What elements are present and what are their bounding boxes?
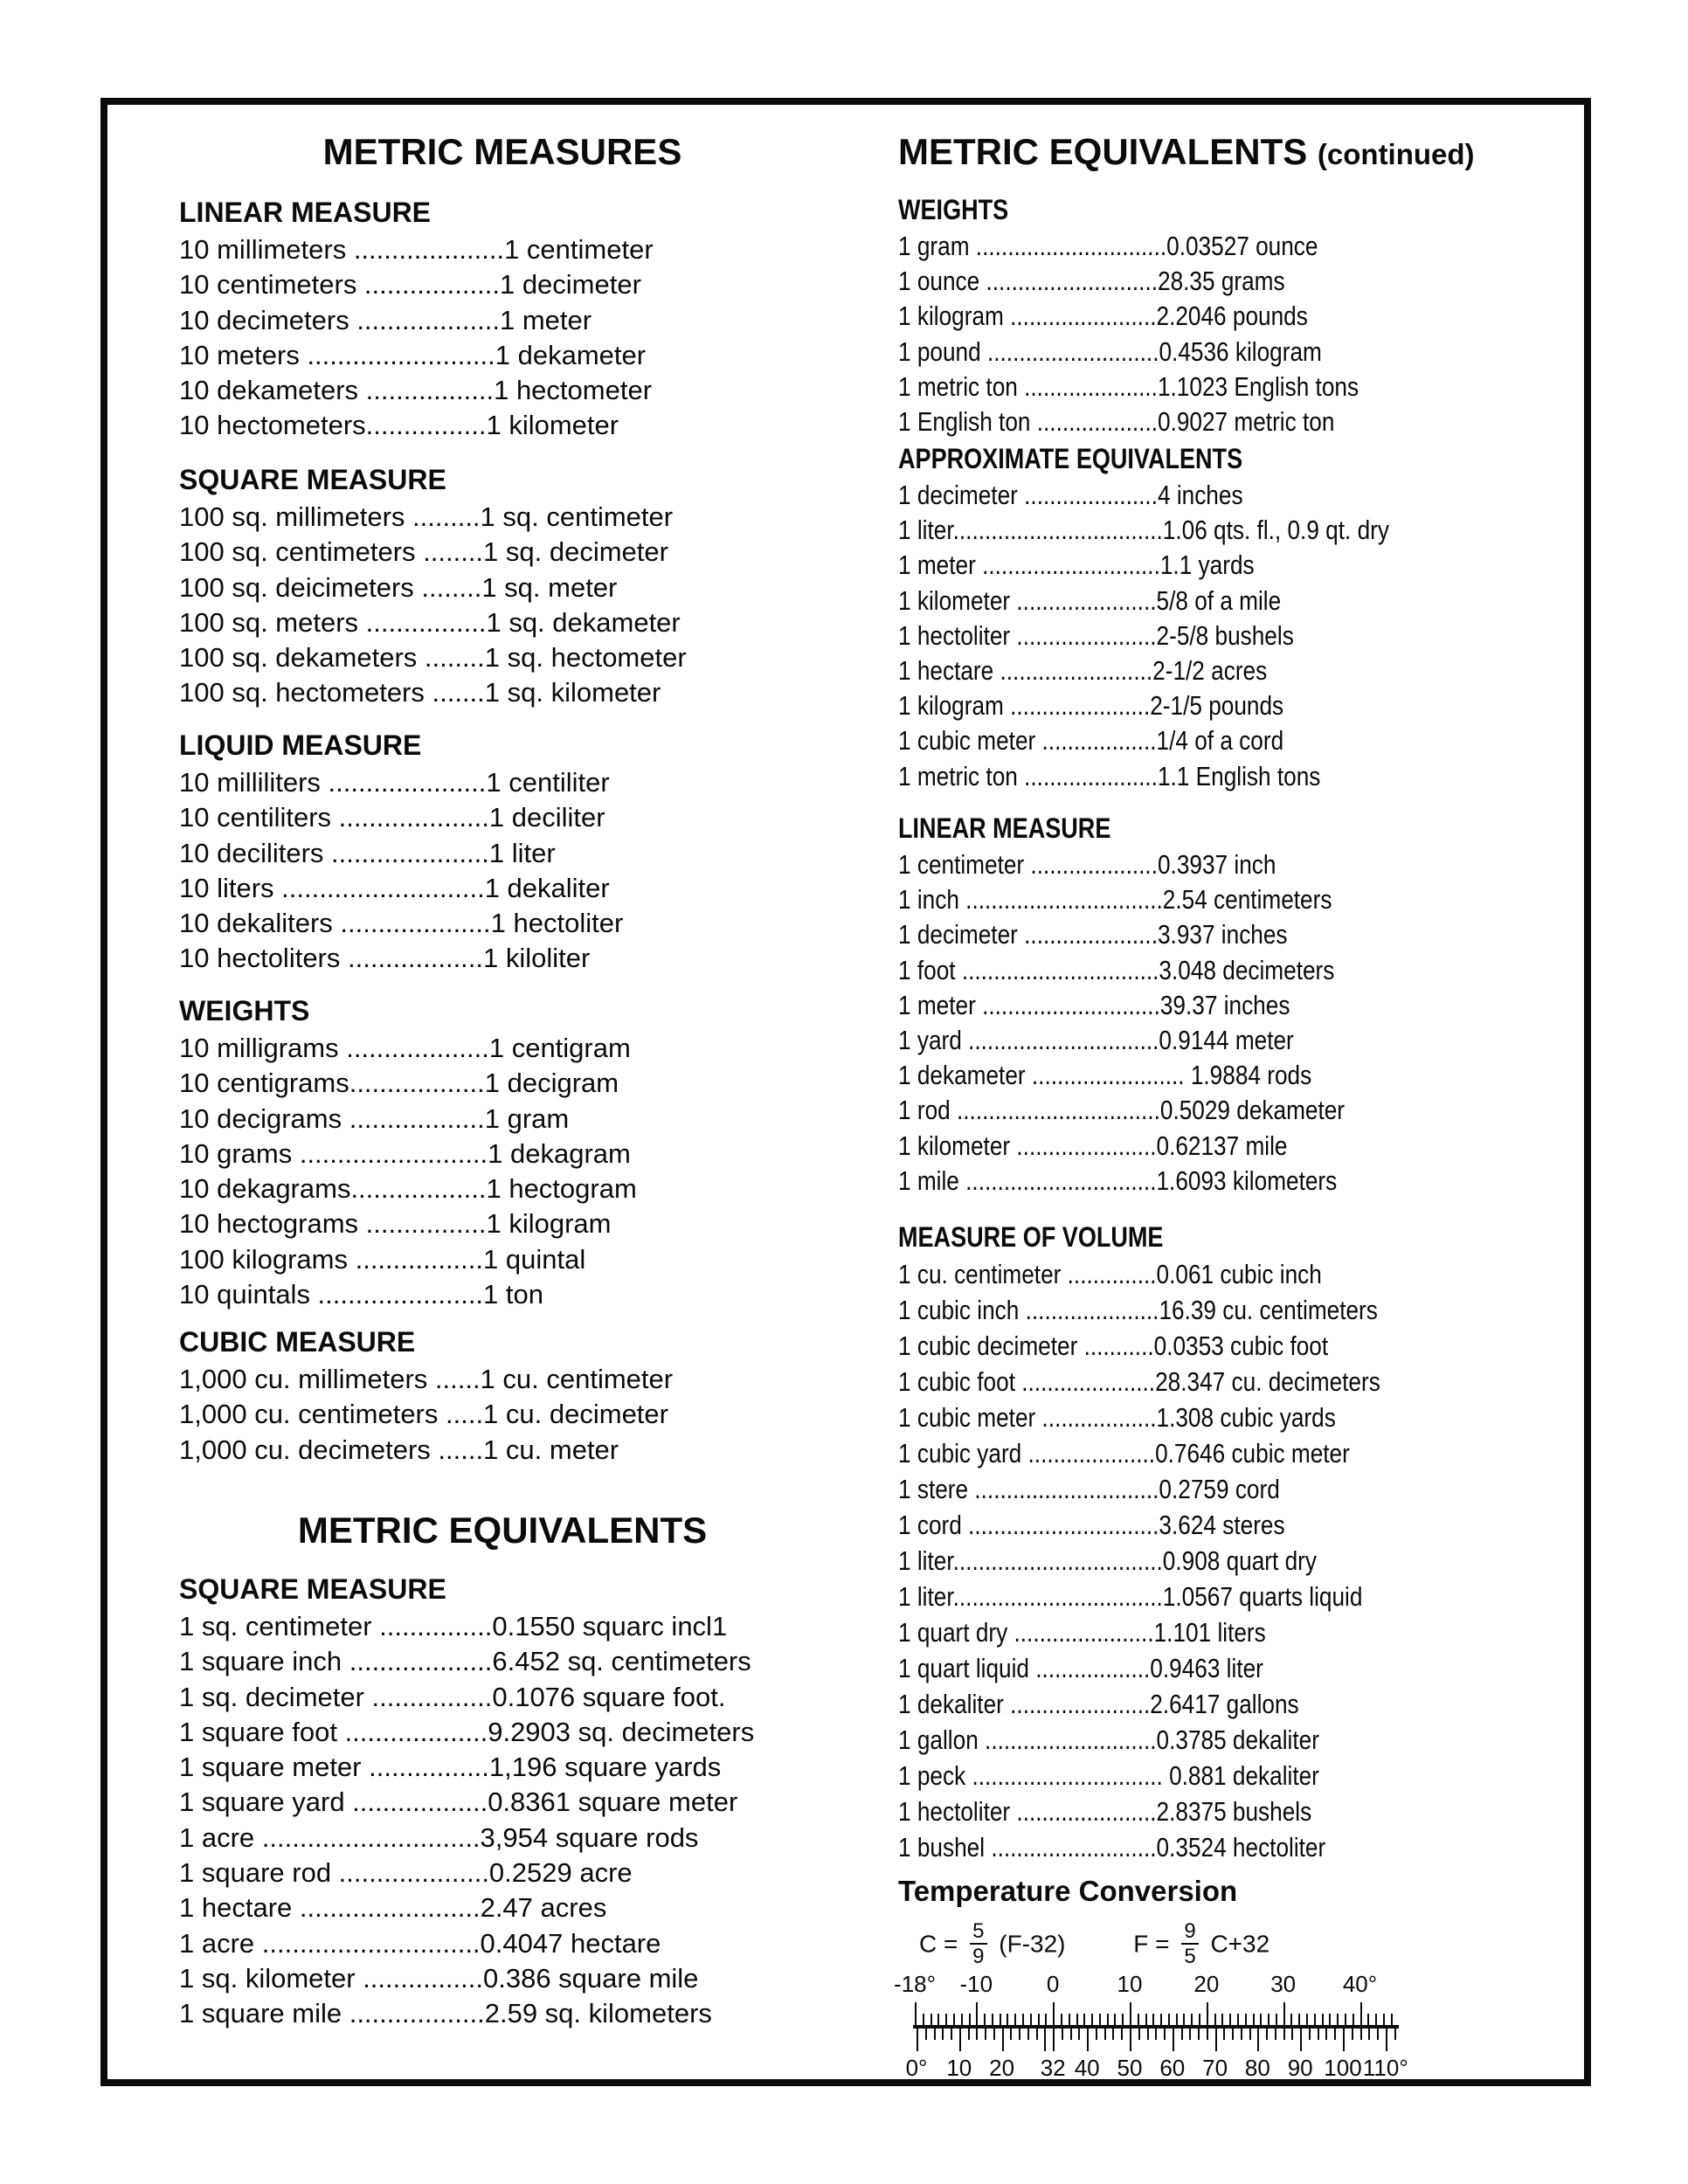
tick-minor — [1083, 2014, 1085, 2025]
tick-minor — [1183, 2014, 1185, 2025]
measure-line: 1 hectare ........................2.47 acres — [179, 1892, 607, 1924]
measure-line: 10 decigrams ..................1 gram — [179, 1102, 570, 1134]
celsius-label: 10 — [1117, 1971, 1143, 1997]
tick-minor — [961, 2014, 963, 2025]
celsius-formula — [919, 1919, 1066, 1969]
tick-minor — [1345, 2014, 1346, 2025]
section-heading: SQUARE MEASURE — [179, 1573, 446, 1605]
fahrenheit-formula — [1133, 1919, 1270, 1969]
fahrenheit-label: 110° — [1362, 2055, 1408, 2081]
measure-lines — [179, 1031, 637, 1312]
measure-line: 10 decimeters ...................1 meter — [179, 304, 592, 335]
measure-line: 1 gram ..............................0.03527 ounce — [898, 231, 1318, 261]
fahrenheit-label: 0° — [905, 2055, 928, 2081]
measure-line: 100 sq. hectometers .......1 sq. kilometer — [179, 677, 661, 708]
measure-line: 10 millimeters ....................1 centimeter — [179, 234, 654, 265]
measure-line: 10 deciliters .....................1 liter — [179, 837, 556, 868]
measure-lines — [179, 765, 623, 977]
tick-minor — [1229, 2014, 1231, 2025]
measure-line: 10 hectometers................1 kilometer — [179, 410, 619, 441]
section-heading: CUBIC MEASURE — [179, 1326, 416, 1358]
fahrenheit-label: 70 — [1202, 2055, 1228, 2081]
measure-line: 1 liter.................................1.06 qts. fl., 0.9 qt. dry — [898, 515, 1389, 546]
measure-line: 100 kilograms .................1 quintal — [179, 1243, 586, 1275]
tick-major — [1386, 2028, 1387, 2051]
tick-minor — [976, 2028, 978, 2040]
tick-minor — [1104, 2028, 1106, 2040]
fahrenheit-label: 50 — [1117, 2055, 1143, 2081]
tick-minor — [953, 2014, 955, 2025]
tick-minor — [1147, 2028, 1149, 2040]
tick-minor — [1391, 2014, 1393, 2025]
tick-minor — [1368, 2028, 1370, 2040]
tick-minor — [1337, 2014, 1339, 2025]
tick-minor — [1207, 2028, 1208, 2040]
measure-line: 1 inch ...............................2.54 centimeters — [898, 884, 1332, 916]
measure-line: 1 decimeter .....................4 inches — [898, 480, 1243, 510]
tick-minor — [993, 2028, 995, 2040]
right-title-text: METRIC EQUIVALENTS — [898, 131, 1308, 172]
section-approximate-equivalents — [898, 439, 1479, 794]
fahrenheit-label: 20 — [989, 2055, 1015, 2081]
tick-minor — [937, 2014, 939, 2025]
measure-line: 1 acre .............................3,954 square rods — [179, 1821, 699, 1853]
tick-major — [1257, 2028, 1259, 2051]
tick-minor — [1138, 2028, 1140, 2040]
measure-line: 1 hectare ........................2-1/2 acres — [898, 655, 1268, 687]
measure-lines — [898, 478, 1389, 794]
measure-line: 1 pound ...........................0.4536 kilogram — [898, 335, 1322, 367]
measure-line: 1,000 cu. millimeters ......1 cu. centimeter — [179, 1364, 674, 1394]
measure-line: 10 hectograms ................1 kilogram — [179, 1208, 612, 1240]
measure-line: 10 quintals ......................1 ton — [179, 1279, 543, 1310]
fahrenheit-label: 40 — [1074, 2055, 1100, 2081]
measure-lines — [898, 1256, 1380, 1865]
measure-line: 1 kilometer ......................5/8 of a mile — [898, 584, 1282, 616]
tick-minor — [1078, 2028, 1080, 2040]
measure-line: 1 cubic inch .....................16.39 cu. centimeters — [898, 1295, 1378, 1325]
tick-minor — [1027, 2028, 1029, 2040]
measure-line: 1 yard ..............................0.9144 meter — [898, 1025, 1294, 1056]
tick-minor — [1266, 2028, 1268, 2040]
tick-minor — [1091, 2014, 1093, 2025]
measure-line: 1 square rod ....................0.2529 acre — [179, 1857, 633, 1889]
measure-lines — [179, 1362, 673, 1468]
tick-minor — [1112, 2028, 1114, 2040]
measure-line: 100 sq. millimeters .........1 sq. centimeter — [179, 501, 674, 532]
measure-line: 1 hectoliter ......................2-5/8 bushels — [898, 619, 1294, 651]
formula-lhs: C = — [919, 1930, 958, 1958]
tick-major — [959, 2028, 961, 2051]
section-heading: LIQUID MEASURE — [179, 729, 422, 761]
tick-minor — [1152, 2014, 1154, 2025]
fraction-numerator: 5 — [970, 1920, 986, 1945]
tick-minor — [1290, 2014, 1292, 2025]
section-heading: LINEAR MEASURE — [898, 812, 1111, 844]
tick-minor — [1014, 2014, 1016, 2025]
tick-minor — [934, 2028, 936, 2040]
tick-minor — [1155, 2028, 1157, 2040]
formula-lhs: F = — [1133, 1930, 1170, 1958]
tick-minor — [1062, 2028, 1063, 2040]
measure-line: 10 dekaliters ....................1 hectoliter — [179, 908, 624, 939]
measure-line: 1 liter.................................0.908 quart dry — [898, 1545, 1317, 1576]
measure-line: 1 peck .............................. 0.881 dekaliter — [898, 1760, 1319, 1791]
tick-minor — [1298, 2014, 1300, 2025]
formula-rhs: (F-32) — [999, 1930, 1066, 1958]
tick-major — [1207, 2002, 1208, 2025]
tick-minor — [1107, 2014, 1109, 2025]
measure-line: 10 centiliters ....................1 deciliter — [179, 802, 605, 833]
tick-minor — [930, 2014, 932, 2025]
measure-line: 1 liter.................................1.0567 quarts liquid — [898, 1581, 1363, 1612]
measure-line: 1 cubic decimeter ...........0.0353 cubic foot — [898, 1330, 1329, 1361]
measure-line: 1 kilogram .......................2.2046 pounds — [898, 301, 1308, 332]
measure-line: 10 grams .........................1 dekagram — [179, 1137, 631, 1169]
tick-minor — [1223, 2028, 1225, 2040]
tick-minor — [1360, 2028, 1362, 2040]
fraction-denominator: 9 — [972, 1945, 985, 1969]
tick-minor — [1099, 2014, 1101, 2025]
tick-major — [1360, 2002, 1362, 2025]
measure-line: 1 cubic yard ....................0.7646 cubic meter — [898, 1438, 1350, 1469]
tick-minor — [1377, 2028, 1379, 2040]
fahrenheit-label: 90 — [1287, 2055, 1313, 2081]
tick-major — [1300, 2028, 1302, 2051]
tick-major — [1173, 2028, 1174, 2051]
tick-major — [976, 2002, 978, 2025]
section-square-measure-equivalents — [179, 1569, 754, 2032]
celsius-label: 0 — [1046, 1971, 1060, 1997]
measure-line: 1 decimeter .....................3.937 inches — [898, 919, 1288, 950]
tick-minor — [1237, 2014, 1239, 2025]
section-heading: LINEAR MEASURE — [179, 197, 432, 228]
section-heading: SQUARE MEASURE — [179, 464, 446, 495]
measure-lines — [898, 847, 1345, 1199]
tick-minor — [1036, 2028, 1038, 2040]
tick-minor — [1061, 2014, 1062, 2025]
measure-line: 10 milligrams ...................1 centigram — [179, 1033, 631, 1063]
measure-line: 1 cubic foot .....................28.347 cu. decimeters — [898, 1366, 1380, 1397]
tick-minor — [1160, 2014, 1162, 2025]
measure-line: 1 acre .............................0.4047 hectare — [179, 1927, 661, 1959]
fahrenheit-label: 60 — [1159, 2055, 1186, 2081]
tick-minor — [1069, 2014, 1070, 2025]
measure-line: 1 stere .............................0.2759 cord — [898, 1474, 1280, 1504]
tick-minor — [1276, 2014, 1277, 2025]
measure-line: 1 gallon ...........................0.3785 dekaliter — [898, 1724, 1319, 1755]
tick-minor — [945, 2014, 947, 2025]
measure-line: 1 metric ton .....................1.1 English tons — [898, 760, 1321, 791]
measure-line: 1 hectoliter ......................2.8375 bushels — [898, 1796, 1312, 1827]
measure-line: 10 centigrams..................1 decigram — [179, 1068, 619, 1099]
measure-line: 1,000 cu. decimeters ......1 cu. meter — [179, 1434, 619, 1465]
tick-minor — [1253, 2014, 1255, 2025]
measure-line: 1 square inch ...................6.452 sq. centimeters — [179, 1646, 751, 1677]
measure-line: 10 dekagrams..................1 hectogram — [179, 1173, 637, 1205]
tick-major — [1283, 2002, 1285, 2025]
tick-major — [915, 2002, 917, 2025]
tick-minor — [1122, 2014, 1124, 2025]
tick-minor — [1375, 2014, 1377, 2025]
measure-line: 1,000 cu. centimeters .....1 cu. decimeter — [179, 1399, 668, 1430]
measure-line: 1 kilometer ......................0.62137 mile — [898, 1130, 1288, 1161]
tick-minor — [1138, 2014, 1139, 2025]
measure-line: 100 sq. dekameters ........1 sq. hectometer — [179, 642, 687, 674]
measure-line: 1 foot ...............................3.048 decimeters — [898, 954, 1335, 985]
measure-lines — [179, 500, 687, 711]
tick-minor — [1367, 2014, 1369, 2025]
measure-line: 100 sq. meters ................1 sq. dekameter — [179, 606, 681, 638]
measure-line: 1 meter ............................39.37 inches — [898, 989, 1290, 1020]
measure-line: 1 cubic meter ..................1.308 cubic yards — [898, 1402, 1336, 1433]
measure-line: 10 centimeters ..................1 decimeter — [179, 269, 641, 301]
formula-rhs: C+32 — [1210, 1930, 1270, 1958]
measure-lines — [179, 232, 654, 444]
tick-minor — [1318, 2028, 1319, 2040]
tick-minor — [1249, 2028, 1251, 2040]
section-liquid-measure — [179, 725, 623, 977]
tick-minor — [1322, 2014, 1324, 2025]
tick-minor — [1114, 2014, 1116, 2025]
measure-line: 1 square mile ..................2.59 sq. kilometers — [179, 1998, 712, 2029]
measure-line: 1 quart dry ......................1.101 liters — [898, 1617, 1266, 1648]
measure-line: 1 cord ..............................3.624 steres — [898, 1510, 1285, 1540]
temperature-scale-ruler — [894, 1971, 1420, 2081]
tick-minor — [951, 2028, 952, 2040]
measure-line: 1 cubic meter ..................1/4 of a cord — [898, 725, 1284, 757]
celsius-label: 20 — [1193, 1971, 1220, 1997]
section-heading: WEIGHTS — [179, 995, 310, 1026]
tick-minor — [923, 2014, 924, 2025]
tick-minor — [1045, 2014, 1047, 2025]
fraction-numerator: 9 — [1181, 1920, 1198, 1945]
tick-minor — [942, 2028, 944, 2040]
temperature-formulas — [919, 1919, 1331, 1969]
section-linear-measure — [179, 192, 654, 444]
tick-minor — [1309, 2028, 1311, 2040]
tick-major — [1215, 2028, 1217, 2051]
right-column-title — [898, 131, 1475, 173]
tick-minor — [1145, 2014, 1147, 2025]
tick-minor — [1241, 2028, 1242, 2040]
tick-minor — [1383, 2014, 1385, 2025]
tick-minor — [1000, 2014, 1001, 2025]
section-linear-measure-equivalents — [898, 809, 1427, 1199]
tick-minor — [1007, 2014, 1008, 2025]
section-heading: APPROXIMATE EQUIVALENTS — [898, 443, 1243, 474]
tick-major — [1087, 2028, 1089, 2051]
tick-minor — [1245, 2014, 1247, 2025]
section-weights-equivalents — [898, 190, 1443, 439]
celsius-label: 30 — [1270, 1971, 1297, 1997]
tick-minor — [1306, 2014, 1308, 2025]
measure-line: 1 quart liquid ..................0.9463 liter — [898, 1653, 1263, 1683]
measure-lines — [898, 229, 1359, 439]
measure-line: 1 sq. kilometer ................0.386 square mile — [179, 1962, 699, 1994]
tick-minor — [1352, 2014, 1354, 2025]
measure-line: 1 square yard ..................0.8361 square meter — [179, 1787, 738, 1818]
tick-minor — [1214, 2014, 1216, 2025]
celsius-label: 40° — [1342, 1971, 1378, 1997]
tick-minor — [1260, 2014, 1262, 2025]
tick-minor — [1076, 2014, 1078, 2025]
tick-major — [1053, 2002, 1055, 2025]
tick-minor — [1325, 2028, 1327, 2040]
tick-minor — [984, 2014, 986, 2025]
tick-minor — [1334, 2028, 1336, 2040]
tick-minor — [969, 2014, 971, 2025]
tick-minor — [1199, 2014, 1200, 2025]
tick-major — [1044, 2028, 1046, 2051]
tick-minor — [1022, 2014, 1024, 2025]
tick-minor — [1176, 2014, 1178, 2025]
section-heading: MEASURE OF VOLUME — [898, 1221, 1164, 1253]
measure-line: 1 dekaliter ......................2.6417 gallons — [898, 1689, 1299, 1719]
tick-major — [1130, 2002, 1131, 2025]
tick-minor — [1181, 2028, 1183, 2040]
measure-line: 1 sq. decimeter ................0.1076 square foot. — [179, 1681, 726, 1712]
section-weights — [179, 991, 637, 1312]
measure-line: 10 liters ...........................1 dekaliter — [179, 872, 610, 903]
measure-line: 10 meters .........................1 dekameter — [179, 339, 647, 370]
measure-line: 100 sq. deicimeters ........1 sq. meter — [179, 571, 618, 603]
tick-minor — [1329, 2014, 1331, 2025]
tick-minor — [1168, 2014, 1170, 2025]
tick-minor — [1232, 2028, 1234, 2040]
fraction — [1181, 1920, 1198, 1967]
measure-line: 1 square meter ................1,196 square yards — [179, 1752, 722, 1783]
measure-line: 1 kilogram ......................2-1/5 pounds — [898, 690, 1284, 722]
tick-minor — [1038, 2014, 1040, 2025]
measure-lines — [179, 1609, 754, 2032]
tick-minor — [992, 2014, 993, 2025]
tick-major — [1130, 2028, 1131, 2051]
tick-minor — [1070, 2028, 1072, 2040]
fraction-denominator: 5 — [1184, 1945, 1196, 1969]
tick-major — [1002, 2028, 1004, 2051]
section-measure-of-volume — [898, 1218, 1469, 1865]
tick-minor — [1198, 2028, 1200, 2040]
tick-minor — [1314, 2014, 1316, 2025]
fahrenheit-label: 80 — [1244, 2055, 1270, 2081]
tick-minor — [925, 2028, 927, 2040]
temperature-conversion-heading: Temperature Conversion — [898, 1875, 1238, 1907]
tick-minor — [1030, 2014, 1032, 2025]
tick-minor — [1275, 2028, 1276, 2040]
fahrenheit-label: 32 — [1040, 2055, 1066, 2081]
measure-line: 1 square foot ...................9.2903 sq. decimeters — [179, 1716, 755, 1747]
tick-minor — [968, 2028, 970, 2040]
tick-major — [1053, 2028, 1055, 2051]
measure-line: 1 English ton ...................0.9027 metric ton — [898, 406, 1335, 438]
tick-minor — [1019, 2028, 1020, 2040]
measure-line: 100 sq. centimeters ........1 sq. decimeter — [179, 536, 668, 568]
measure-line: 1 bushel ..........................0.3524 hectoliter — [898, 1832, 1326, 1863]
measure-line: 10 hectoliters ..................1 kiloliter — [179, 943, 591, 974]
celsius-label: -18° — [894, 1971, 937, 1997]
tick-major — [1343, 2028, 1345, 2051]
tick-minor — [1189, 2028, 1191, 2040]
tick-minor — [1121, 2028, 1123, 2040]
fahrenheit-label: 100 — [1324, 2055, 1362, 2081]
tick-minor — [1394, 2028, 1396, 2040]
fahrenheit-label: 10 — [946, 2055, 972, 2081]
measure-line: 1 ounce ...........................28.35 grams — [898, 266, 1285, 297]
celsius-label: -10 — [959, 1971, 993, 1997]
tick-minor — [1191, 2014, 1193, 2025]
tick-minor — [1283, 2028, 1285, 2040]
tick-minor — [1221, 2014, 1223, 2025]
measure-line: 10 milliliters .....................1 centiliter — [179, 767, 610, 798]
tick-minor — [1352, 2028, 1353, 2040]
section-heading: WEIGHTS — [898, 194, 1009, 225]
tick-minor — [1268, 2014, 1269, 2025]
measure-line: 1 rod ................................0.5029 dekameter — [898, 1095, 1346, 1126]
measure-line: 1 sq. centimeter ...............0.1550 squarc incl1 — [179, 1611, 728, 1641]
measure-line: 1 meter ............................1.1 yards — [898, 549, 1255, 581]
right-title-suffix: (continued) — [1317, 138, 1475, 170]
tick-minor — [1010, 2028, 1012, 2040]
measure-line: 1 centimeter ....................0.3937 inch — [898, 849, 1276, 880]
tick-minor — [985, 2028, 986, 2040]
measure-line: 1 dekameter ........................ 1.9884 rods — [898, 1060, 1312, 1091]
tick-major — [917, 2028, 918, 2051]
fraction — [970, 1920, 986, 1967]
left-column-title-2: METRIC EQUIVALENTS — [297, 1510, 708, 1551]
left-column-title: METRIC MEASURES — [322, 131, 682, 172]
tick-minor — [1291, 2028, 1293, 2040]
measure-line: 10 dekameters .................1 hectometer — [179, 375, 653, 406]
section-cubic-measure — [179, 1322, 673, 1468]
tick-minor — [1096, 2028, 1097, 2040]
measure-line: 1 mile ..............................1.6093 kilometers — [898, 1165, 1338, 1196]
measure-line: 1 metric ton .....................1.1023 English tons — [898, 370, 1359, 402]
section-square-measure — [179, 460, 687, 711]
measure-line: 1 cu. centimeter ..............0.061 cubic inch — [898, 1259, 1322, 1289]
tick-minor — [1164, 2028, 1166, 2040]
